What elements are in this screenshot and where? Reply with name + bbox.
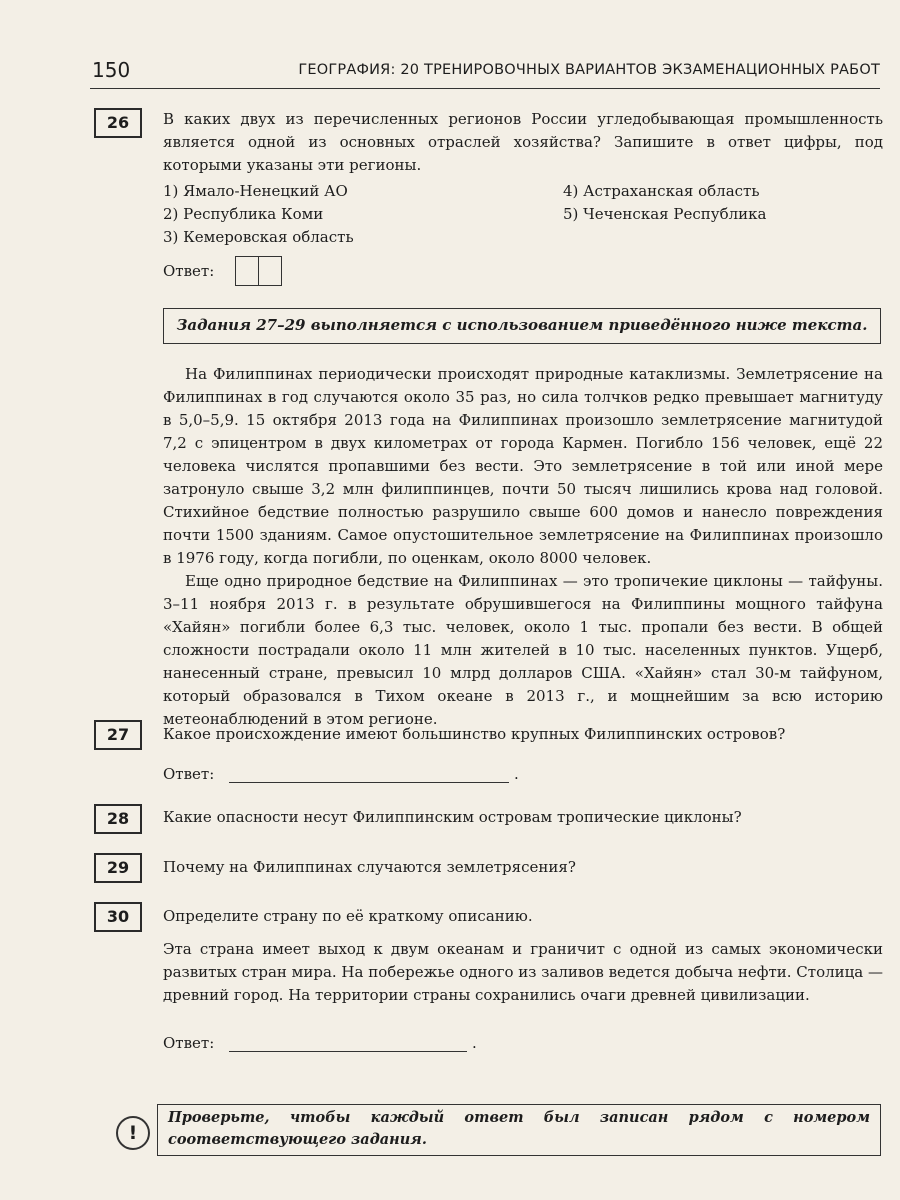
passage-paragraph-1: На Филиппинах периодически происходят природные катаклизмы. Землетрясение на Филиппинах в год случаются около 35 раз, но сила толчков редко превышает магнитуду в 5,0–5,9. 15 октября 2013 года на Филиппинах произошло землетрясение магнитудой 7,2 с эпицентром в двух километрах от города Кармен. Погибло 156 человек, ещё 22 человека числятся пропавшими без вести. Это землетрясение в той или иной мере затронуло свыше 3,2 млн филиппинцев, почти 50 тысяч лишились крова над головой. Стихийное бедствие полностью разрушило свыше 600 домов и нанесло повреждения почти 1500 зданиям. Самое опустошительное землетрясение на Филиппинах произошло в 1976 году, когда погибли, по оценкам, около 8000 человек. [163, 365, 883, 567]
question-27-answer-label: Ответ: [163, 765, 215, 783]
question-30-answer-dot: . [472, 1034, 477, 1052]
question-30-answer-label: Ответ: [163, 1034, 215, 1052]
answer-box-2[interactable] [258, 256, 282, 286]
question-27-answer-dot: . [514, 765, 519, 783]
page-number: 150 [92, 58, 131, 82]
question-26-answer-label: Ответ: [163, 262, 215, 280]
option-4: 4) Астраханская область [563, 182, 760, 200]
question-27-answer-line[interactable] [229, 782, 509, 783]
question-30-number: 30 [94, 902, 142, 932]
reminder-box: Проверьте, чтобы каждый ответ был записан рядом с номером соответствующего задания. [157, 1104, 881, 1156]
page-header [90, 56, 880, 89]
question-30-text: Определите страну по её краткому описанию. [163, 907, 533, 925]
passage [163, 363, 883, 731]
exclamation-icon: ! [116, 1116, 150, 1150]
question-30-answer-line[interactable] [229, 1051, 467, 1052]
passage-paragraph-2: Еще одно природное бедствие на Филиппинах — это тропичекие циклоны — тайфуны. 3–11 ноября 2013 г. в результате обрушившегося на Филиппины мощного тайфуна «Хайян» погибли более 6,3 тыс. человек, около 1 тыс. пропали без вести. В общей сложности пострадали около 11 млн жителей в 10 тыс. населенных пунктов. Ущерб, нанесенный стране, превысил 10 млрд долларов США. «Хайян» стал 30-м тайфуном, который образовался в Тихом океане в 2013 г., и мощнейшим за всю историю метеонаблюдений в этом регионе. [163, 572, 883, 728]
answer-box-1[interactable] [235, 256, 259, 286]
question-28-number: 28 [94, 804, 142, 834]
question-30-description: Эта страна имеет выход к двум океанам и граничит с одной из самых экономически развитых стран мира. На побережье одного из заливов ведется добыча нефти. Столица — древний город. На территории страны сохранились очаги древней цивилизации. [163, 940, 883, 1004]
option-1: 1) Ямало-Ненецкий АО [163, 182, 348, 200]
question-27-text: Какое происхождение имеют большинство крупных Филиппинских островов? [163, 725, 786, 743]
option-2: 2) Республика Коми [163, 205, 324, 223]
question-26-text: В каких двух из перечисленных регионов России угледобывающая промышленность является одной из основных отраслей хозяйства? Запишите в ответ цифры, под которыми указаны эти регионы. [163, 110, 883, 174]
question-29-number: 29 [94, 853, 142, 883]
question-27-number: 27 [94, 720, 142, 750]
book-title: ГЕОГРАФИЯ: 20 ТРЕНИРОВОЧНЫХ ВАРИАНТОВ ЭКЗАМЕНАЦИОННЫХ РАБОТ [298, 62, 880, 78]
question-26-number: 26 [94, 108, 142, 138]
question-29-text: Почему на Филиппинах случаются землетрясения? [163, 858, 576, 876]
option-3: 3) Кемеровская область [163, 228, 354, 246]
option-5: 5) Чеченская Республика [563, 205, 767, 223]
instruction-note: Задания 27–29 выполняется с использованием приведённого ниже текста. [163, 308, 881, 344]
question-28-text: Какие опасности несут Филиппинским островам тропические циклоны? [163, 808, 742, 826]
